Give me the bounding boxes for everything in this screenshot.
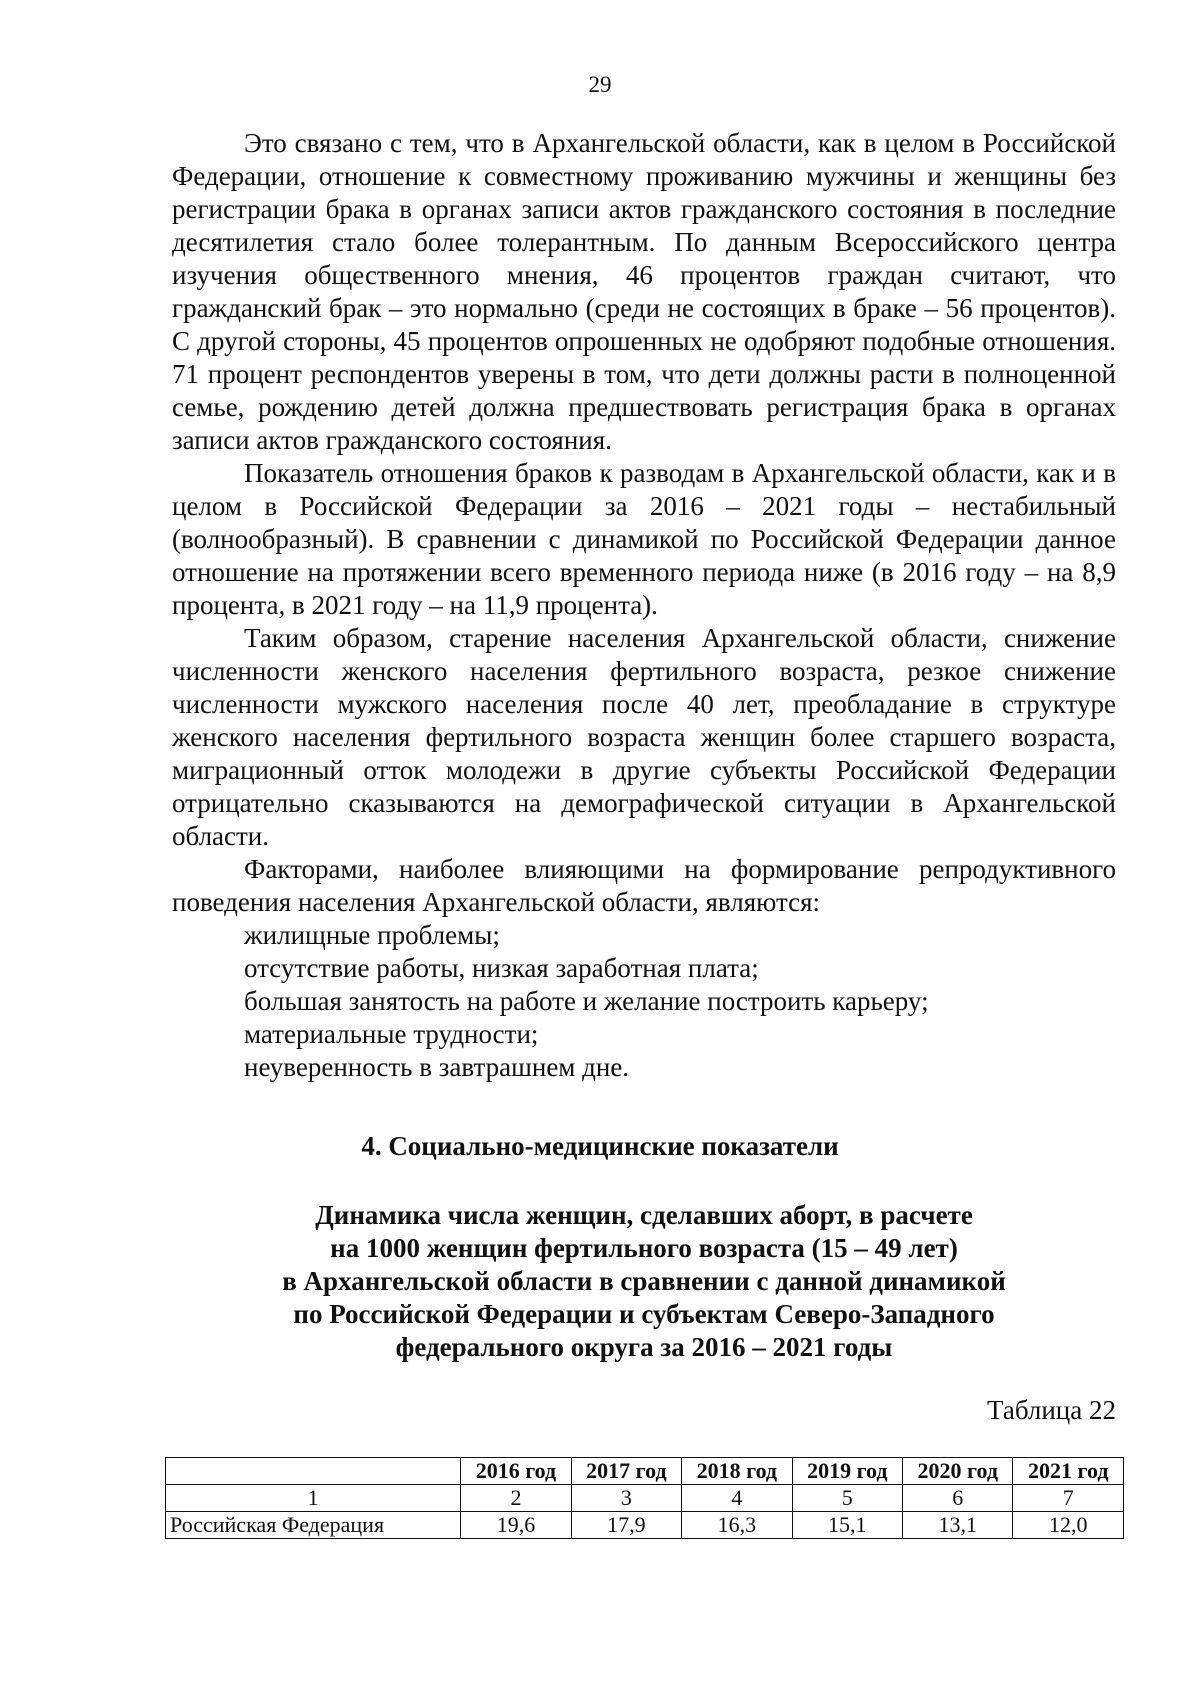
table-title-line: по Российской Федерации и субъектам Северо-Западного <box>293 1299 995 1329</box>
value-cell: 12,0 <box>1013 1512 1124 1539</box>
abortion-rate-table <box>165 1457 1124 1539</box>
column-number: 4 <box>682 1485 792 1512</box>
value-cell: 17,9 <box>571 1512 681 1539</box>
paragraph-demographic-conclusion: Таким образом, старение населения Архангельской области, снижение численности женского населения фертильного возраста, резкое снижение численности мужского населения после 40 лет, преобладание в структуре женского населения фертильного возраста женщин более старшего возраста, миграционный отток молодежи в другие субъекты Российской Федерации отрицательно сказываются на демографической ситуации в Архангельской области. <box>172 623 1116 851</box>
list-item: большая занятость на работе и желание построить карьеру; <box>244 986 929 1016</box>
paragraph-civil-marriage: Это связано с тем, что в Архангельской области, как в целом в Российской Федерации, отношение к совместному проживанию мужчины и женщины без регистрации брака в органах записи актов гражданского состояния в последние десятилетия стало более толерантным. По данным Всероссийского центра изучения общественного мнения, 46 процентов граждан считают, что гражданский брак – это нормально (среди не состоящих в браке – 56 процентов). С другой стороны, 45 процентов опрошенных не одобряют подобные отношения. 71 процент респондентов уверены в том, что дети должны расти в полноценной семье, рождению детей должна предшествовать регистрация брака в органах записи актов гражданского состояния. <box>172 128 1116 455</box>
value-cell: 16,3 <box>682 1512 792 1539</box>
header-year-2016: 2016 год <box>461 1458 571 1485</box>
value-cell: 15,1 <box>792 1512 902 1539</box>
table-title <box>172 1199 1116 1364</box>
value-cell: 19,6 <box>461 1512 571 1539</box>
table-row <box>166 1512 1124 1539</box>
region-cell: Российская Федерация <box>166 1512 461 1539</box>
list-item: неуверенность в завтрашнем дне. <box>244 1052 630 1082</box>
column-number: 7 <box>1013 1485 1124 1512</box>
header-year-2021: 2021 год <box>1013 1458 1124 1485</box>
body-text <box>172 127 1116 1084</box>
table-title-line: федерального округа за 2016 – 2021 годы <box>395 1332 893 1362</box>
factors-list <box>172 919 1116 1084</box>
header-year-2019: 2019 год <box>792 1458 902 1485</box>
list-item: отсутствие работы, низкая заработная плата; <box>244 953 759 983</box>
header-year-2018: 2018 год <box>682 1458 792 1485</box>
table-caption: Таблица 22 <box>987 1395 1116 1425</box>
value-cell: 13,1 <box>903 1512 1013 1539</box>
list-item: жилищные проблемы; <box>244 920 500 950</box>
column-number: 3 <box>571 1485 681 1512</box>
header-region <box>166 1458 461 1485</box>
list-item: материальные трудности; <box>244 1019 539 1049</box>
table-title-line: на 1000 женщин фертильного возраста (15 – 49 лет) <box>330 1233 958 1263</box>
header-year-2020: 2020 год <box>903 1458 1013 1485</box>
table-title-line: в Архангельской области в сравнении с данной динамикой <box>282 1266 1006 1296</box>
table-header-row <box>166 1458 1124 1485</box>
table-title-line: Динамика числа женщин, сделавших аборт, в расчете <box>315 1200 973 1230</box>
column-number: 1 <box>166 1485 461 1512</box>
column-number: 6 <box>903 1485 1013 1512</box>
column-number: 2 <box>461 1485 571 1512</box>
paragraph-factors-intro: Факторами, наиболее влияющими на формирование репродуктивного поведения населения Архангельской области, являются: <box>172 854 1116 917</box>
paragraph-marriage-divorce-ratio: Показатель отношения браков к разводам в Архангельской области, как и в целом в Российской Федерации за 2016 – 2021 годы – нестабильный (волнообразный). В сравнении с динамикой по Российской Федерации данное отношение на протяжении всего временного периода ниже (в 2016 году – на 8,9 процента, в 2021 году – на 11,9 процента). <box>172 458 1116 620</box>
column-number: 5 <box>792 1485 902 1512</box>
page-number: 29 <box>588 72 612 97</box>
header-year-2017: 2017 год <box>571 1458 681 1485</box>
section-heading: 4. Социально-медицинские показатели <box>361 1131 839 1161</box>
table-numbering-row <box>166 1485 1124 1512</box>
